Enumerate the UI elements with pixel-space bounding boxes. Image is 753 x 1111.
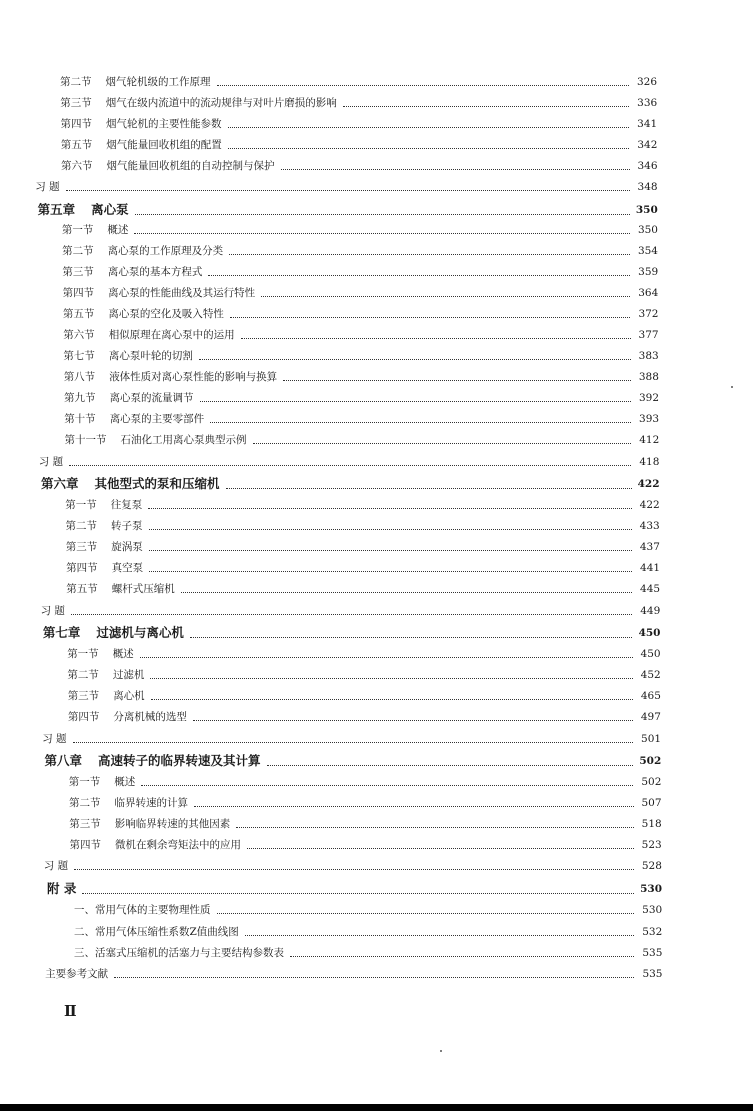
- dot-leader: [149, 550, 632, 551]
- toc-entry-title: 转子泵: [111, 520, 143, 532]
- toc-section-entry: [70, 837, 662, 853]
- toc-entry-title: 影响临界转速的其他因素: [114, 818, 231, 830]
- toc-entry-page: 437: [639, 541, 660, 553]
- toc-section-entry: [64, 390, 659, 406]
- toc-section-entry: [63, 285, 659, 301]
- toc-entry-page: 465: [640, 690, 661, 702]
- toc-section-entry: [62, 264, 658, 280]
- toc-entry-number: 第二节: [69, 797, 101, 809]
- toc-entry-title: 烟气能量回收机组的配置: [106, 139, 222, 151]
- toc-entry-page: 350: [635, 204, 658, 216]
- toc-entry-page: 342: [637, 139, 658, 151]
- toc-section-entry: [63, 327, 658, 343]
- toc-section-entry: [63, 348, 658, 364]
- toc-entry-number: 第九节: [64, 392, 96, 404]
- toc-section-entry: [60, 74, 657, 90]
- toc-entry-number: 第五节: [66, 583, 98, 595]
- toc-entry-page: 502: [641, 776, 662, 788]
- dot-leader: [193, 720, 633, 721]
- toc-entry-title: 离心泵的性能曲线及其运行特性: [108, 287, 256, 299]
- toc-entry-page: 383: [638, 350, 659, 362]
- toc-entry-title: 离心泵的基本方程式: [107, 266, 203, 278]
- toc-entry: [74, 945, 662, 961]
- toc-entry-title: 液体性质对离心泵性能的影响与换算: [109, 371, 278, 383]
- toc-entry-number: 第五节: [62, 308, 95, 320]
- toc-entry-page: 535: [642, 968, 663, 980]
- toc-entry-title: 离心泵的空化及吸入特性: [108, 308, 224, 320]
- toc-entry-page: 445: [640, 583, 661, 595]
- toc-entry: [74, 924, 662, 940]
- toc-entry-number: 第四节: [66, 562, 98, 574]
- toc-entry-page: 497: [640, 711, 661, 723]
- toc-entry-title: 离心泵: [91, 202, 129, 217]
- toc-entry-page: 501: [641, 733, 662, 745]
- dot-leader: [74, 869, 634, 870]
- toc-entry-title: 习 题: [40, 605, 65, 617]
- toc-chapter-entry: [43, 624, 661, 642]
- toc-entry-title: 离心泵的工作原理及分类: [107, 245, 224, 257]
- toc-section-entry: [67, 667, 660, 683]
- toc-entry-title: 离心泵的流量调节: [109, 392, 194, 404]
- toc-chapter-entry: [38, 201, 658, 219]
- toc-entry-number: 第一节: [67, 648, 99, 660]
- toc-entry-page: 450: [638, 627, 661, 639]
- toc-entry-number: 第一节: [65, 499, 97, 511]
- toc-entry-title: 习 题: [43, 860, 69, 872]
- toc-entry-title: 附 录: [47, 881, 77, 896]
- toc-entry-page: 422: [639, 499, 660, 511]
- toc-section-entry: [64, 411, 659, 427]
- toc-entry-number: 第三节: [62, 266, 94, 278]
- toc-entry: [35, 179, 657, 195]
- toc-entry: [42, 731, 661, 747]
- toc-section-entry: [66, 560, 660, 576]
- toc-entry-number: 第七节: [63, 350, 95, 362]
- toc-entry-number: 第三节: [69, 818, 101, 830]
- dot-leader: [140, 657, 633, 658]
- toc-entry-number: 第三节: [67, 690, 100, 702]
- toc-entry-page: 359: [638, 266, 659, 278]
- dot-leader: [228, 127, 630, 128]
- toc-entry-page: 418: [639, 456, 660, 468]
- toc-section-entry: [69, 816, 661, 832]
- toc-entry-title: 离心泵叶轮的切割: [108, 350, 193, 362]
- toc-entry: [39, 454, 660, 470]
- toc-entry-page: 388: [638, 371, 659, 383]
- toc-entry-number: 第五章: [37, 202, 76, 217]
- dot-leader: [141, 785, 633, 786]
- toc-entry: [74, 902, 662, 918]
- toc-section-entry: [62, 243, 658, 259]
- toc-section-entry: [60, 95, 657, 111]
- toc-section-entry: [66, 539, 660, 555]
- toc-entry-title: 螺杆式压缩机: [111, 583, 175, 595]
- dot-leader: [245, 935, 635, 936]
- toc-entry-page: 518: [641, 818, 662, 830]
- toc-entry-number: 第十节: [64, 413, 96, 425]
- toc-entry-title: 过滤机: [112, 669, 145, 681]
- toc-entry-title: 离心泵的主要零部件: [109, 413, 205, 425]
- dot-leader: [148, 508, 631, 509]
- toc-entry-page: 433: [639, 520, 660, 532]
- toc-entry-title: 临界转速的计算: [114, 797, 188, 809]
- toc-section-entry: [63, 306, 659, 322]
- toc-entry-number: 第四节: [69, 839, 101, 851]
- toc-entry-number: 第三节: [65, 541, 98, 553]
- toc-section-entry: [66, 581, 660, 597]
- toc-entry-page: 502: [639, 755, 662, 767]
- dot-leader: [82, 893, 634, 894]
- toc-entry-title: 分离机械的选型: [113, 711, 187, 723]
- toc-entry-page: 348: [637, 181, 658, 193]
- toc-entry-title: 烟气轮机的主要性能参数: [106, 118, 222, 130]
- toc-entry-title: 石油化工用离心泵典型示例: [120, 434, 247, 446]
- dot-leader: [190, 637, 633, 638]
- toc-entry-title: 一、常用气体的主要物理性质: [74, 904, 211, 916]
- toc-entry: [45, 966, 662, 982]
- toc-entry-page: 535: [642, 947, 663, 959]
- toc-entry-page: 326: [636, 76, 657, 88]
- toc-entry-page: 392: [638, 392, 659, 404]
- scan-speck: [440, 1050, 442, 1052]
- toc-entry-number: 第二节: [60, 76, 92, 88]
- dot-leader: [290, 956, 634, 957]
- toc-entry-title: 概述: [107, 224, 129, 236]
- toc-entry-page: 422: [637, 478, 660, 490]
- dot-leader: [236, 827, 633, 828]
- toc-entry-number: 第三节: [60, 97, 92, 109]
- toc-entry-title: 概述: [112, 648, 134, 660]
- toc-entry-title: 相似原理在离心泵中的运用: [108, 329, 235, 341]
- toc-entry-title: 烟气在级内流道中的流动规律与对叶片磨损的影响: [105, 97, 337, 109]
- toc-entry-page: 528: [641, 860, 662, 872]
- dot-leader: [229, 254, 630, 255]
- toc-entry-number: 第四节: [62, 287, 95, 299]
- toc-entry-number: 第六章: [41, 476, 79, 491]
- toc-section-entry: [69, 774, 662, 790]
- toc-section-entry: [68, 688, 661, 704]
- page-folio: Ⅱ: [64, 1002, 77, 1020]
- toc-entry-title: 旋涡泵: [111, 541, 143, 553]
- toc-entry-page: 449: [640, 605, 661, 617]
- toc-entry-number: 第一节: [61, 224, 94, 236]
- toc-entry-page: 336: [637, 97, 658, 109]
- dot-leader: [114, 977, 634, 978]
- toc-section-entry: [66, 518, 660, 534]
- toc-entry-title: 主要参考文献: [45, 968, 109, 980]
- toc-entry-page: 364: [638, 287, 659, 299]
- toc-entry-title: 习 题: [42, 733, 67, 745]
- dot-leader: [73, 742, 634, 743]
- toc-entry-number: 第四节: [67, 711, 100, 723]
- dot-leader: [134, 233, 630, 234]
- toc-entry-number: 第六节: [61, 160, 93, 172]
- toc-entry-number: 第八章: [44, 753, 83, 768]
- toc-entry-page: 350: [637, 224, 658, 236]
- dot-leader: [228, 148, 630, 149]
- toc-entry-title: 烟气轮机级的工作原理: [105, 76, 211, 88]
- toc-entry-title: 真空泵: [111, 562, 144, 574]
- toc-entry-title: 三、活塞式压缩机的活塞力与主要结构参数表: [74, 947, 284, 959]
- dot-leader: [135, 214, 630, 215]
- toc-entry-page: 507: [641, 797, 662, 809]
- toc-section-entry: [61, 158, 658, 174]
- toc-section-entry: [62, 222, 658, 238]
- dot-leader: [199, 359, 631, 360]
- toc-entry-page: 372: [638, 308, 659, 320]
- dot-leader: [194, 806, 634, 807]
- toc-entry-page: 523: [641, 839, 662, 851]
- toc-entry-number: 第一节: [68, 776, 101, 788]
- toc-entry: [44, 858, 662, 874]
- toc-entry-number: 第二节: [62, 245, 94, 257]
- toc-entry-number: 第七章: [42, 625, 81, 640]
- toc-entry-page: 393: [639, 413, 660, 425]
- dot-leader: [149, 571, 632, 572]
- toc-entry-title: 概述: [114, 776, 136, 788]
- toc-entry-title: 往复泵: [110, 499, 143, 511]
- dot-leader: [66, 190, 630, 191]
- toc-entry-page: 452: [640, 669, 661, 681]
- dot-leader: [150, 678, 632, 679]
- dot-leader: [200, 401, 632, 402]
- toc-section-entry: [61, 137, 658, 153]
- toc-entry-title: 二、常用气体压缩性系数Z值曲线图: [74, 926, 239, 938]
- toc-section-entry: [68, 709, 661, 725]
- scan-edge: [0, 1104, 753, 1111]
- toc-entry-page: 346: [637, 160, 658, 172]
- toc-entry-page: 354: [637, 245, 658, 257]
- toc-entry-number: 第四节: [60, 118, 92, 130]
- toc-entry-title: 习 题: [38, 456, 64, 468]
- toc-entry-number: 第二节: [65, 520, 97, 532]
- toc-entry-page: 341: [637, 118, 658, 130]
- dot-leader: [241, 338, 631, 339]
- dot-leader: [210, 422, 631, 423]
- toc-entry-number: 第十一节: [64, 434, 107, 446]
- toc-entry-title: 习 题: [35, 181, 60, 193]
- dot-leader: [208, 275, 630, 276]
- dot-leader: [267, 765, 634, 766]
- dot-leader: [71, 614, 632, 615]
- dot-leader: [281, 169, 630, 170]
- toc-entry-number: 第六节: [63, 329, 95, 341]
- toc-entry-title: 其他型式的泵和压缩机: [94, 476, 220, 491]
- toc-entry: [47, 880, 662, 898]
- toc-entry-number: 第二节: [67, 669, 99, 681]
- toc-section-entry: [65, 432, 660, 448]
- dot-leader: [181, 592, 632, 593]
- dot-leader: [261, 296, 630, 297]
- dot-leader: [247, 848, 634, 849]
- dot-leader: [149, 529, 632, 530]
- dot-leader: [226, 488, 632, 489]
- toc-entry-title: 微机在剩余弯矩法中的应用: [115, 839, 241, 851]
- toc-entry: [41, 603, 661, 619]
- toc-chapter-entry: [41, 475, 660, 493]
- toc-entry-title: 烟气能量回收机组的自动控制与保护: [106, 160, 275, 172]
- toc-entry-number: 第八节: [63, 371, 96, 383]
- toc-entry-title: 高速转子的临界转速及其计算: [98, 753, 261, 768]
- dot-leader: [230, 317, 631, 318]
- toc-section-entry: [61, 116, 658, 132]
- toc-entry-number: 第五节: [60, 139, 93, 151]
- dot-leader: [253, 443, 632, 444]
- toc-section-entry: [69, 795, 662, 811]
- scan-speck: [731, 386, 733, 388]
- dot-leader: [217, 85, 630, 86]
- dot-leader: [217, 913, 635, 914]
- toc-entry-page: 450: [640, 648, 661, 660]
- dot-leader: [343, 106, 629, 107]
- toc-chapter-entry: [45, 752, 662, 770]
- toc-entry-page: 532: [642, 926, 663, 938]
- toc-entry-page: 530: [640, 883, 662, 895]
- toc-entry-title: 离心机: [113, 690, 145, 702]
- toc-entry-page: 530: [642, 904, 663, 916]
- toc-entry-page: 412: [639, 434, 660, 446]
- toc-entry-page: 441: [640, 562, 661, 574]
- toc-section-entry: [67, 646, 660, 662]
- toc-entry-page: 377: [638, 329, 659, 341]
- toc-section-entry: [64, 369, 659, 385]
- toc-entry-title: 过滤机与离心机: [96, 625, 184, 640]
- toc-section-entry: [65, 497, 659, 513]
- dot-leader: [69, 465, 631, 466]
- dot-leader: [151, 699, 633, 700]
- dot-leader: [283, 380, 631, 381]
